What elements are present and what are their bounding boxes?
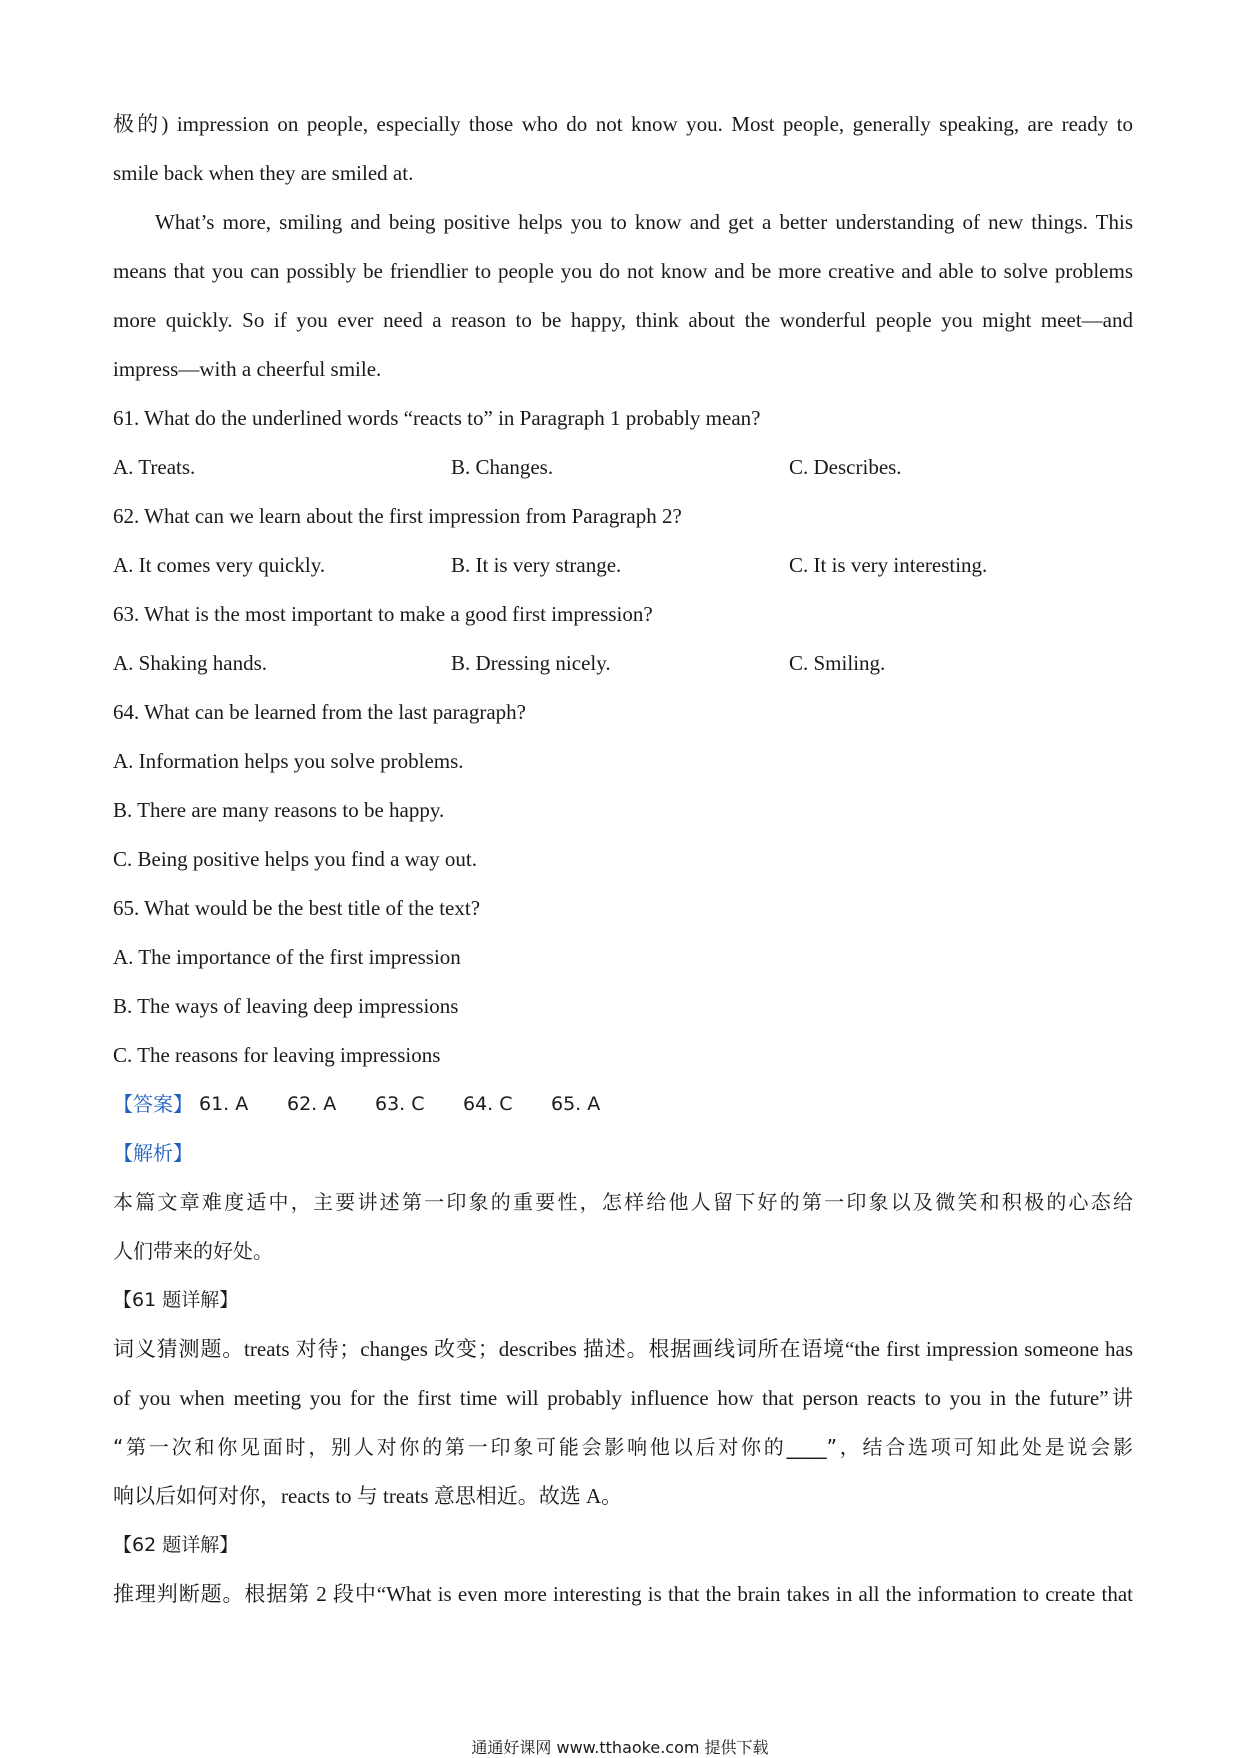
detail-61-line3: “第一次和你见面时，别人对你的第一印象可能会影响他以后对你的____”，结合选项可知此处是说会影 — [113, 1435, 1133, 1459]
passage-p2-line3: more quickly. So if you ever need a reason to be happy, think about the wonderful people you might meet—and — [113, 308, 1133, 332]
analysis-summary-line2: 人们带来的好处。 — [113, 1239, 273, 1263]
question-63-options — [113, 639, 1133, 688]
page-footer: 通通好课网 www.tthaoke.com 提供下载 — [471, 1738, 769, 1757]
answer-item-63: 63. C — [375, 1093, 425, 1115]
detail-61-line2: of you when meeting you for the first time will probably influence how that person reacts to you in the future”讲 — [113, 1386, 1133, 1410]
passage-p2-line2: means that you can possibly be friendlier to people you do not know and be more creative and able to solve problems — [113, 259, 1133, 283]
question-64-option-a: A. Information helps you solve problems. — [113, 749, 464, 773]
question-63-option-b: B. Dressing nicely. — [451, 651, 611, 675]
question-61-option-c: C. Describes. — [789, 455, 902, 479]
question-63-option-a: A. Shaking hands. — [113, 651, 267, 675]
question-65-option-c: C. The reasons for leaving impressions — [113, 1043, 441, 1067]
question-63-stem: 63. What is the most important to make a good first impression? — [113, 602, 653, 626]
question-62-stem: 62. What can we learn about the first impression from Paragraph 2? — [113, 504, 682, 528]
question-65-option-b: B. The ways of leaving deep impressions — [113, 994, 459, 1018]
detail-62-heading: 【62 题详解】 — [113, 1534, 239, 1556]
question-64-option-b: B. There are many reasons to be happy. — [113, 798, 445, 822]
document-page — [113, 100, 1133, 1619]
question-61-stem: 61. What do the underlined words “reacts to” in Paragraph 1 probably mean? — [113, 406, 761, 430]
answer-label: 【答案】 — [113, 1092, 193, 1116]
question-62-option-a: A. It comes very quickly. — [113, 553, 326, 577]
answer-item-61: 61. A — [199, 1093, 249, 1115]
analysis-summary-line1: 本篇文章难度适中，主要讲述第一印象的重要性，怎样给他人留下好的第一印象以及微笑和积极的心态给 — [113, 1190, 1133, 1214]
question-61-option-a: A. Treats. — [113, 455, 196, 479]
passage-p1-line1: 极的) impression on people, especially those who do not know you. Most people, generally speaking, are ready to — [113, 112, 1133, 136]
answer-item-62: 62. A — [287, 1093, 337, 1115]
question-65-option-a: A. The importance of the first impression — [113, 945, 461, 969]
question-63-option-c: C. Smiling. — [789, 651, 886, 675]
answer-row — [113, 1080, 1133, 1129]
question-64-stem: 64. What can be learned from the last paragraph? — [113, 700, 527, 724]
question-61-options — [113, 443, 1133, 492]
question-62-options — [113, 541, 1133, 590]
answer-item-64: 64. C — [463, 1093, 513, 1115]
passage-p2-line4: impress—with a cheerful smile. — [113, 357, 382, 381]
answer-item-65: 65. A — [551, 1093, 601, 1115]
question-64-option-c: C. Being positive helps you find a way out. — [113, 847, 477, 871]
question-62-option-c: C. It is very interesting. — [789, 553, 988, 577]
question-62-option-b: B. It is very strange. — [451, 553, 622, 577]
question-61-option-b: B. Changes. — [451, 455, 554, 479]
detail-61-heading: 【61 题详解】 — [113, 1289, 239, 1311]
detail-62-line1: 推理判断题。根据第 2 段中“What is even more interesting is that the brain takes in all the information to create that — [113, 1582, 1133, 1606]
question-65-stem: 65. What would be the best title of the text? — [113, 896, 481, 920]
passage-p2-line1: What’s more, smiling and being positive helps you to know and get a better understanding of new things. This — [155, 210, 1133, 234]
analysis-label: 【解析】 — [113, 1141, 193, 1165]
passage-p1-line2: smile back when they are smiled at. — [113, 161, 414, 185]
detail-61-line1: 词义猜测题。treats 对待；changes 改变；describes 描述。根据画线词所在语境“the first impression someone has — [113, 1337, 1133, 1361]
detail-61-line4: 响以后如何对你，reacts to 与 treats 意思相近。故选 A。 — [113, 1484, 623, 1508]
